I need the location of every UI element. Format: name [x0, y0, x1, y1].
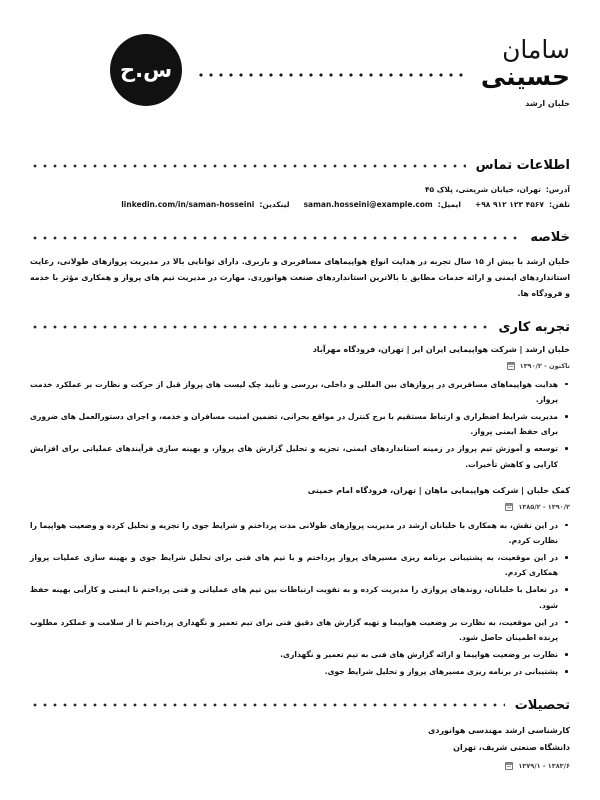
- section-education: [0, 698, 600, 770]
- experience-section-head: [30, 320, 570, 335]
- section-contact: [0, 158, 600, 212]
- bullet-item: هدایت هواپیماهای مسافربری در پروازهای بین المللی و داخلی، بررسی و تأیید چک لیست های پرواز قبل از حرکت و نظارت بر عملکرد خدمت پرواز.: [30, 377, 570, 407]
- job-role-subtitle: خلبان ارشد: [525, 98, 570, 108]
- summary-paragraph: خلبان ارشد با بیش از ۱۵ سال تجربه در هدایت انواع هواپیماهای مسافربری و باربری. دارای توانایی بالا در مدیریت پروازهای طولانی، رعایت استانداردهای ایمنی و ارائه خدمات مطابق با بالاترین استانداردهای صنعت هوانوردی. مهارت در مدیریت تیم های پرواز و همکاری مؤثر با خدمه و فرودگاه ها.: [30, 257, 570, 298]
- education-entry-meta: [30, 762, 570, 770]
- calendar-icon: [507, 362, 515, 370]
- experience-entry-meta: [30, 362, 570, 370]
- contact-section-body: [30, 182, 570, 212]
- contact-linkedin-value[interactable]: linkedin.com/in/saman-hosseini: [121, 200, 255, 209]
- summary-section-body: [30, 254, 570, 302]
- contact-section-title: اطلاعات تماس: [475, 158, 570, 173]
- contact-address-pair: [425, 182, 570, 197]
- monogram-avatar: س.ح: [110, 34, 182, 106]
- experience-entry-heading: کمک خلبان | شرکت هواپیمایی ماهان | تهران، فرودگاه امام خمینی: [307, 485, 570, 495]
- header-dot-leader: [196, 73, 467, 77]
- resume-header: [0, 0, 600, 140]
- contact-email-value[interactable]: saman.hosseini@example.com: [303, 200, 433, 209]
- section-experience: [0, 320, 600, 680]
- education-entry: [30, 722, 570, 770]
- experience-entry-meta: [30, 503, 570, 511]
- bullet-item: در این موقعیت، به پشتیبانی برنامه ریزی مسیرهای پرواز پرداختم و با تیم های فنی برای تحلیل شرایط جوی و بهینه سازی عملیات پرواز همکاری کردم.: [30, 550, 570, 580]
- bullet-item: در تعامل با خلبانان، روندهای پروازی را مدیریت کرده و به تقویت ارتباطات بین تیم های عملیاتی و فنی پرداختم تا ایمنی و کارآیی بهینه حفظ شود.: [30, 582, 570, 612]
- experience-section-title: تجربه کاری: [498, 319, 570, 335]
- contact-email-label: ایمیل:: [437, 200, 461, 209]
- summary-section-head: [30, 230, 570, 245]
- bullet-item: در این نقش، به همکاری با خلبانان ارشد در مدیریت پروازهای طولانی مدت پرداختم و شرایط جوی را تجزیه و تحلیل کرده و وضعیت هواپیما را نظارت کردم.: [30, 518, 570, 548]
- experience-entry-bullets: [30, 518, 570, 680]
- page-footer: [0, 770, 600, 800]
- education-entry-date: ۱۳۷۹/۱ - ۱۳۸۳/۶: [518, 761, 570, 770]
- bullet-item: در این موقعیت، به نظارت بر وضعیت هواپیما و تهیه گزارش های دقیق فنی برای تیم تعمیر و نگهداری پرداختم تا از سلامت و عملکرد مطلوب پرنده اطمینان حاصل شود.: [30, 615, 570, 645]
- contact-email-pair[interactable]: [304, 197, 461, 212]
- experience-section-body: [30, 344, 570, 680]
- contact-phone-label: تلفن:: [548, 200, 570, 209]
- summary-dot-leader: [30, 236, 520, 240]
- bullet-item: نظارت بر وضعیت هواپیما و ارائه گزارش های فنی به تیم تعمیر و نگهداری.: [30, 647, 570, 662]
- section-summary: [0, 230, 600, 302]
- education-section-body: [30, 722, 570, 770]
- education-section-title: تحصیلات: [514, 697, 570, 713]
- contact-dot-leader: [30, 164, 466, 168]
- experience-entry-date: ۱۳۹۰/۲ - تاکنون: [519, 361, 570, 370]
- contact-address-row: [30, 182, 570, 197]
- contact-address-value: تهران، خیابان شریعتی، پلاک ۴۵: [424, 185, 541, 194]
- education-section-head: [30, 698, 570, 713]
- last-name: حسینی: [480, 61, 570, 91]
- experience-entry: [30, 344, 570, 472]
- education-degree: کارشناسی ارشد مهندسی هوانوردی: [428, 725, 570, 735]
- bullet-item: پشتیبانی در برنامه ریزی مسیرهای پرواز و تحلیل شرایط جوی.: [30, 664, 570, 679]
- contact-phone-pair: [475, 197, 570, 212]
- experience-entry-heading: خلبان ارشد | شرکت هواپیمایی ایران ایر | تهران، فرودگاه مهرآباد: [312, 344, 570, 354]
- calendar-icon: [505, 762, 513, 770]
- name-block: [481, 33, 570, 108]
- contact-linkedin-label: لینکدین:: [259, 200, 290, 209]
- summary-section-title: خلاصه: [530, 230, 570, 245]
- contact-section-head: [30, 158, 570, 173]
- calendar-icon: [505, 503, 513, 511]
- bullet-item: توسعه و آموزش تیم پرواز در زمینه استانداردهای ایمنی، تجزیه و تحلیل گزارش های پرواز، و بهینه سازی فرآیندهای عملیاتی برای افزایش کارایی و کاهش تأخیرات.: [30, 441, 570, 471]
- experience-entry-date: ۱۳۸۵/۲ - ۱۳۹۰/۲: [518, 502, 570, 511]
- experience-entry: [30, 485, 570, 680]
- education-school: دانشگاه صنعتی شریف، تهران: [453, 743, 570, 753]
- experience-entry-bullets: [30, 377, 570, 472]
- education-dot-leader: [30, 703, 505, 707]
- first-name: سامان: [502, 34, 570, 64]
- contact-details-row: [30, 197, 570, 212]
- experience-dot-leader: [30, 325, 489, 329]
- contact-address-label: آدرس:: [545, 185, 570, 194]
- contact-linkedin-pair[interactable]: [121, 197, 289, 212]
- bullet-item: مدیریت شرایط اضطراری و ارتباط مستقیم با برج کنترل در مواقع بحرانی، تضمین امنیت مسافران و خدمه، و اجرای دستورالعمل های ضروری برای حفظ ایمنی پرواز.: [30, 409, 570, 439]
- contact-phone-value: +۹۸ ۹۱۲ ۱۲۳ ۴۵۶۷: [474, 200, 544, 209]
